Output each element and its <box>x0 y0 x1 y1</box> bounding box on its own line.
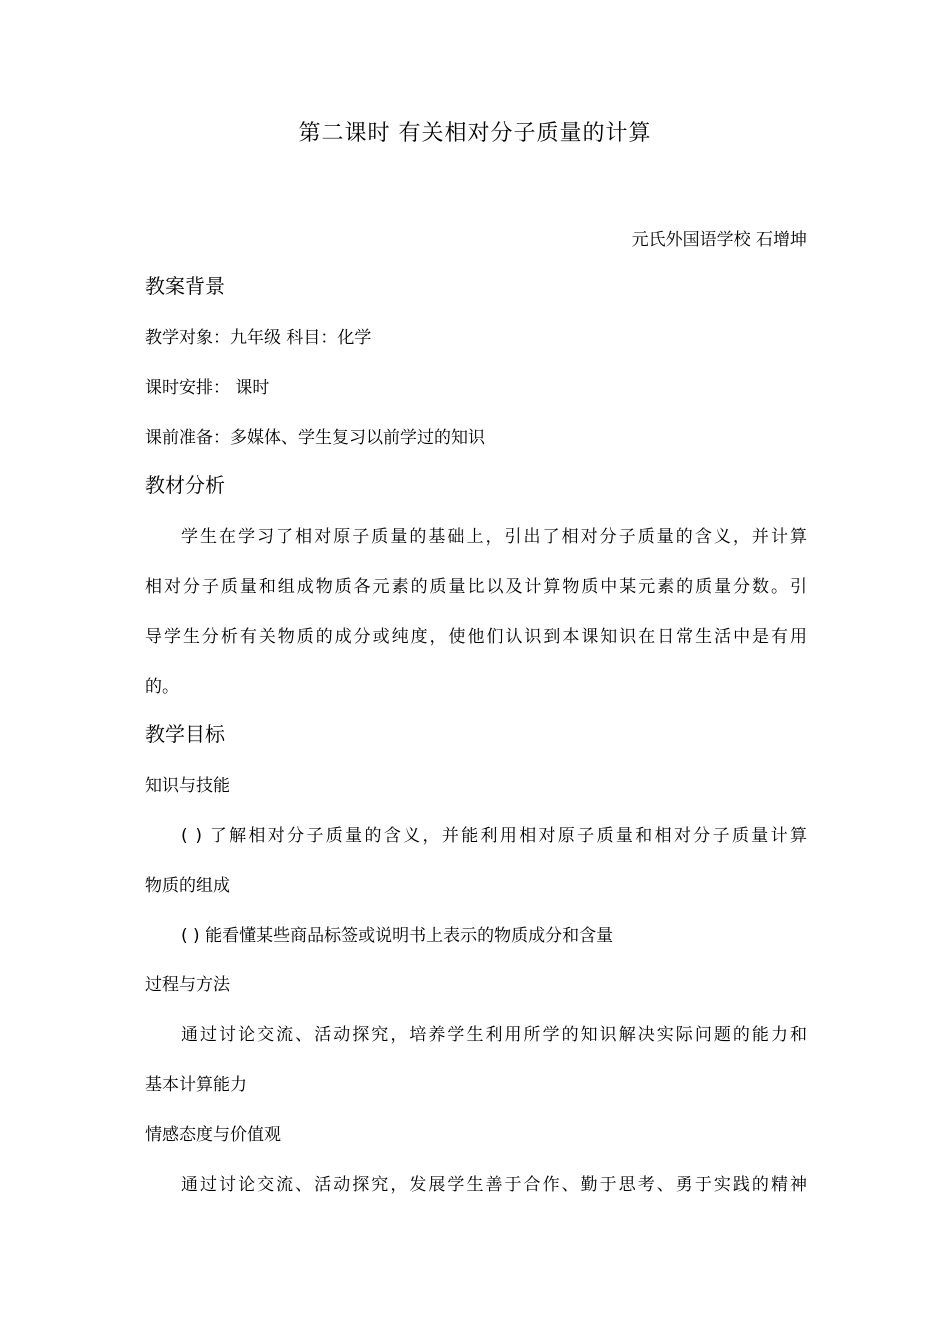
class-preparation: 课前准备：多媒体、学生复习以前学过的知识 <box>145 428 485 448</box>
analysis-line: 相对分子质量和组成物质各元素的质量比以及计算物质中某元素的质量分数。引 <box>145 577 807 597</box>
subheading-process: 过程与方法 <box>145 975 230 995</box>
author-line: 元氏外国语学校 石增坤 <box>631 230 807 250</box>
knowledge-item: ( ) 能看懂某些商品标签或说明书上表示的物质成分和含量 <box>181 926 614 946</box>
process-line: 基本计算能力 <box>145 1075 247 1095</box>
emotion-line: 通过讨论交流、活动探究，发展学生善于合作、勤于思考、勇于实践的精神 <box>181 1175 807 1195</box>
analysis-line: 的。 <box>145 677 179 697</box>
knowledge-item-continued: 物质的组成 <box>145 876 230 896</box>
section-heading-background: 教案背景 <box>145 274 225 298</box>
section-heading-analysis: 教材分析 <box>145 473 225 497</box>
section-heading-objectives: 教学目标 <box>145 722 225 746</box>
teaching-target: 教学对象：九年级 科目：化学 <box>145 328 372 348</box>
class-schedule: 课时安排： 课时 <box>145 378 270 398</box>
subheading-knowledge: 知识与技能 <box>145 776 230 796</box>
knowledge-item: ( ) 了解相对分子质量的含义，并能利用相对原子质量和相对分子质量计算 <box>181 826 807 846</box>
subheading-emotion: 情感态度与价值观 <box>145 1125 281 1145</box>
process-line: 通过讨论交流、活动探究，培养学生利用所学的知识解决实际问题的能力和 <box>181 1025 807 1045</box>
analysis-line: 学生在学习了相对原子质量的基础上，引出了相对分子质量的含义，并计算 <box>181 527 807 547</box>
analysis-line: 导学生分析有关物质的成分或纯度，使他们认识到本课知识在日常生活中是有用 <box>145 627 807 647</box>
document-title: 第二课时 有关相对分子质量的计算 <box>298 121 652 146</box>
